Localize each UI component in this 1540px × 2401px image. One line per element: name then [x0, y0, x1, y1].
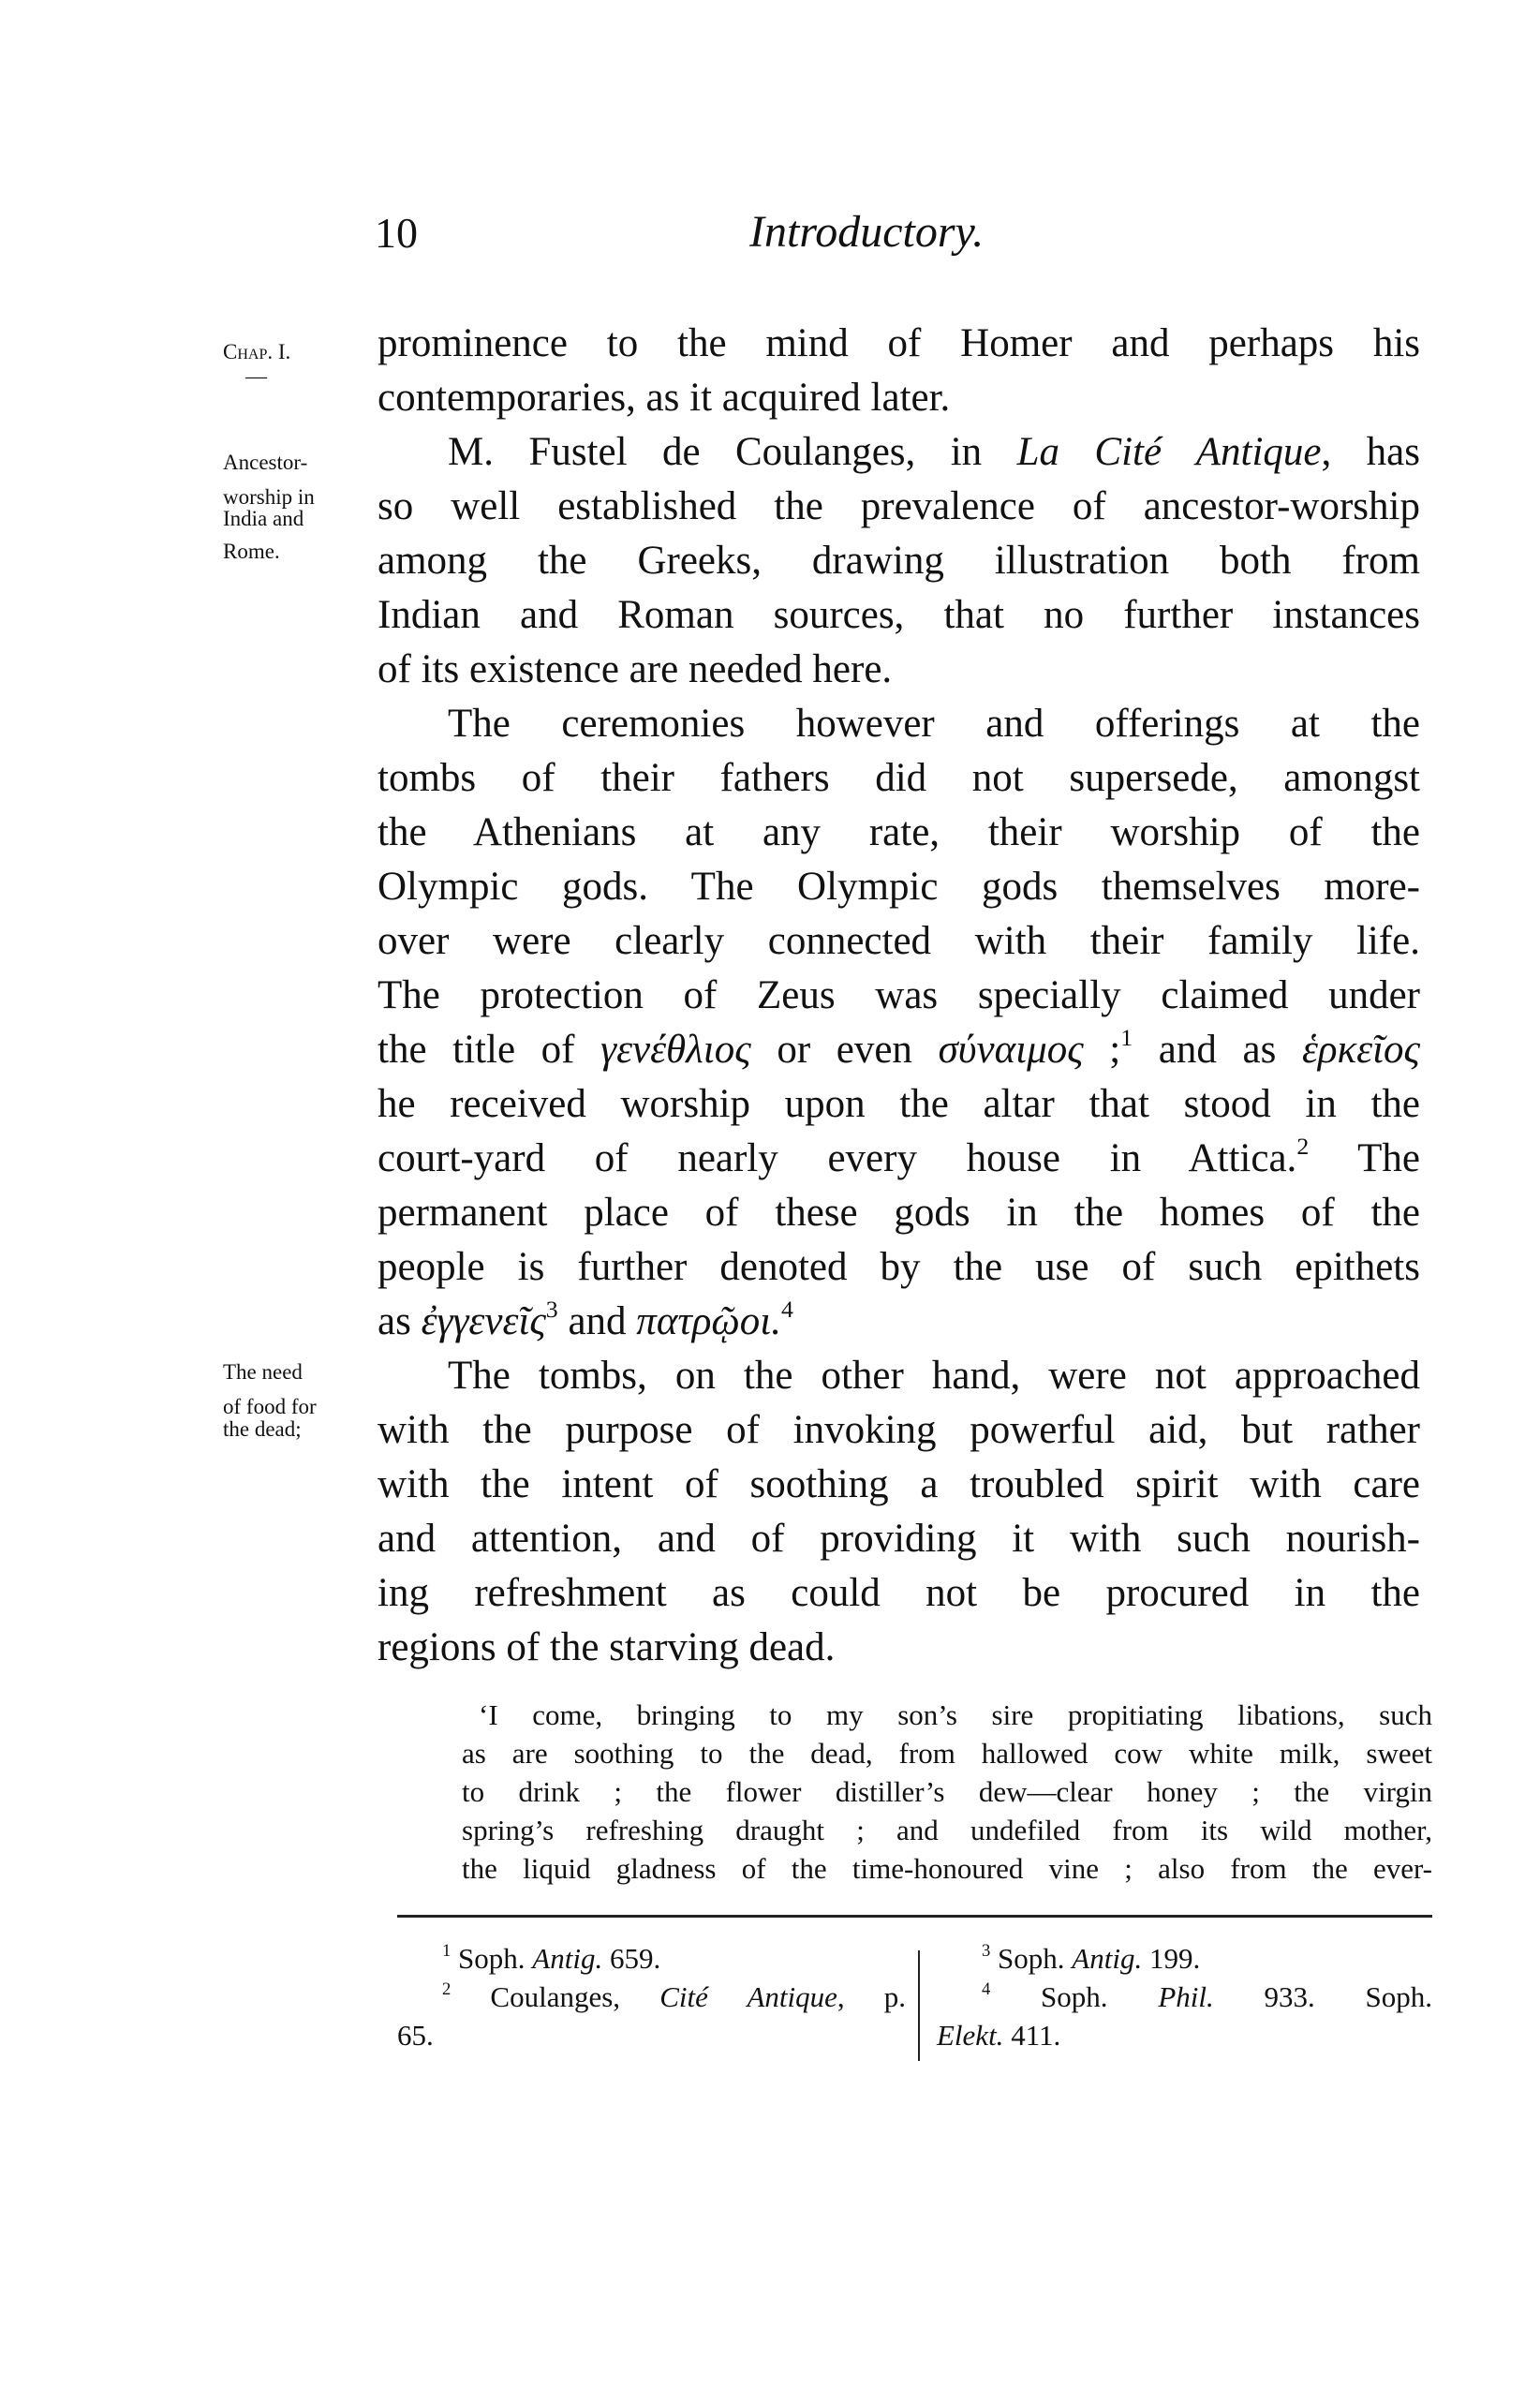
- text-line: [937, 1939, 1432, 1978]
- text-run: 933. Soph.: [1213, 1980, 1432, 2013]
- text-line: [378, 1403, 1420, 1458]
- text-run: so well established the prevalence of ancestor-worship: [378, 484, 1420, 528]
- text-line: [378, 751, 1420, 806]
- text-run: 65.: [397, 2019, 434, 2052]
- text-run: among the Greeks, drawing illustration both from: [378, 539, 1420, 583]
- footnote-ref: 3: [545, 1295, 558, 1323]
- margin-note-line: worship in: [223, 485, 315, 509]
- italic-text: Elekt.: [937, 2019, 1004, 2052]
- margin-note-line: The need: [223, 1360, 303, 1384]
- text-run: , has: [1321, 430, 1420, 474]
- text-line: [937, 1978, 1432, 2016]
- text-line: [937, 2016, 1432, 2054]
- italic-text: πατρῷοι.: [636, 1299, 781, 1343]
- text-run: The tombs, on the other hand, were not approached: [448, 1354, 1420, 1398]
- running-title: Introductory.: [749, 207, 985, 257]
- italic-text: Cité Antique: [659, 1980, 837, 2013]
- italic-text: Phil.: [1158, 1980, 1214, 2013]
- body-text: [378, 317, 1420, 1675]
- footnotes-right-column: [937, 1939, 1432, 2054]
- text-run: permanent place of these gods in the homes of the: [378, 1191, 1420, 1235]
- text-line: [378, 1621, 1420, 1675]
- text-run: contemporaries, as it acquired later.: [378, 376, 951, 420]
- margin-note-line: the dead;: [223, 1417, 302, 1441]
- footnote-ref: 1: [1120, 1023, 1133, 1051]
- margin-note-line: Ancestor-: [223, 451, 308, 474]
- italic-text: γενέθλιος: [600, 1028, 751, 1072]
- text-line: [378, 914, 1420, 969]
- text-line: [378, 480, 1420, 534]
- text-run: , p.: [837, 1980, 907, 2013]
- text-line: [462, 1734, 1432, 1772]
- italic-text: La Cité Antique: [1016, 430, 1322, 474]
- italic-text: Antig.: [1072, 1942, 1143, 1975]
- text-line: [462, 1811, 1432, 1849]
- text-run: of its existence are needed here.: [378, 647, 893, 691]
- italic-text: ἐγγενεῖς: [421, 1299, 546, 1343]
- text-line: [378, 425, 1420, 480]
- text-run: as: [378, 1299, 422, 1343]
- footnote-ref: 4: [780, 1295, 793, 1323]
- text-run: M. Fustel de Coulanges, in: [448, 430, 1017, 474]
- text-line: [378, 1023, 1420, 1077]
- text-run: 199.: [1142, 1942, 1201, 1975]
- footnote-ref: 1: [442, 1940, 452, 1961]
- text-run: 411.: [1003, 2019, 1061, 2052]
- text-line: [378, 806, 1420, 860]
- text-line: [378, 1186, 1420, 1240]
- text-line: [397, 2016, 906, 2054]
- text-line: [397, 1978, 906, 2016]
- text-line: [378, 1240, 1420, 1295]
- margin-note-line: India and: [223, 507, 304, 530]
- text-line: [462, 1849, 1432, 1888]
- text-run: Soph.: [451, 1942, 533, 1975]
- text-line: [378, 643, 1420, 697]
- text-run: over were clearly connected with their family life.: [378, 919, 1420, 963]
- text-run: spring’s refreshing draught ; and undefiled from its wild mother,: [462, 1814, 1432, 1846]
- margin-chapter-label: Chap. I.: [223, 340, 291, 363]
- block-quote: [462, 1696, 1432, 1888]
- text-line: [378, 1349, 1420, 1403]
- footnote-ref: 4: [982, 1979, 991, 1999]
- text-run: ing refreshment as could not be procured in the: [378, 1571, 1420, 1615]
- text-run: Soph.: [990, 1942, 1073, 1975]
- text-line: [378, 371, 1420, 425]
- text-run: The protection of Zeus was specially claimed under: [378, 973, 1420, 1017]
- text-run: prominence to the mind of Homer and perhaps his: [378, 321, 1420, 365]
- text-run: and as: [1133, 1028, 1302, 1072]
- text-line: [462, 1772, 1432, 1811]
- text-run: The: [1309, 1136, 1421, 1180]
- text-run: Coulanges,: [451, 1980, 660, 2013]
- text-run: Olympic gods. The Olympic gods themselves more-: [378, 865, 1420, 909]
- text-line: [378, 860, 1420, 914]
- text-run: court-yard of nearly every house in Attica.: [378, 1136, 1297, 1180]
- page-number: 10: [375, 209, 418, 257]
- text-run: people is further denoted by the use of such epithets: [378, 1245, 1420, 1289]
- text-run: Indian and Roman sources, that no further instances: [378, 593, 1420, 637]
- text-run: the liquid gladness of the time-honoured vine ; also from the ever-: [462, 1852, 1432, 1885]
- margin-note-line: Rome.: [223, 540, 280, 563]
- text-run: ;: [1083, 1028, 1121, 1072]
- text-run: and: [557, 1299, 637, 1343]
- text-run: to drink ; the flower distiller’s dew—clear honey ; the virgin: [462, 1775, 1432, 1808]
- text-run: regions of the starving dead.: [378, 1625, 836, 1669]
- text-line: [378, 697, 1420, 751]
- text-run: or even: [750, 1028, 939, 1072]
- text-line: [378, 534, 1420, 588]
- text-line: [378, 1566, 1420, 1621]
- text-line: [462, 1696, 1432, 1734]
- text-line: [378, 1132, 1420, 1186]
- footnote-ref: 2: [442, 1979, 452, 1999]
- footnote-ref: 2: [1296, 1132, 1310, 1160]
- margin-chapter-dash: —: [245, 364, 267, 388]
- text-run: he received worship upon the altar that stood in the: [378, 1082, 1420, 1126]
- text-run: with the purpose of invoking powerful aid, but rather: [378, 1408, 1420, 1452]
- text-run: the title of: [378, 1028, 601, 1072]
- footnote-ref: 3: [982, 1940, 991, 1961]
- text-line: [378, 588, 1420, 643]
- footnote-rule: [397, 1915, 1432, 1918]
- text-run: as are soothing to the dead, from hallowed cow white milk, sweet: [462, 1737, 1432, 1770]
- text-run: tombs of their fathers did not supersede, amongst: [378, 756, 1420, 800]
- text-line: [378, 317, 1420, 371]
- footnote-column-divider: [918, 1950, 920, 2061]
- footnotes-left-column: [397, 1939, 906, 2054]
- italic-text: σύναιμος: [938, 1028, 1084, 1072]
- text-run: The ceremonies however and offerings at the: [448, 702, 1420, 746]
- text-line: [378, 969, 1420, 1023]
- text-run: 659.: [602, 1942, 661, 1975]
- text-line: [378, 1512, 1420, 1566]
- text-line: [378, 1077, 1420, 1132]
- margin-note-line: of food for: [223, 1395, 317, 1418]
- italic-text: Antig.: [532, 1942, 603, 1975]
- text-line: [378, 1295, 1420, 1349]
- text-run: and attention, and of providing it with such nourish-: [378, 1517, 1420, 1561]
- text-run: Soph.: [990, 1980, 1159, 2013]
- text-line: [378, 1458, 1420, 1512]
- text-run: with the intent of soothing a troubled spirit with care: [378, 1462, 1420, 1506]
- text-run: the Athenians at any rate, their worship of the: [378, 810, 1420, 854]
- text-run: ‘I come, bringing to my son’s sire propitiating libations, such: [479, 1698, 1432, 1731]
- italic-text: ἑρκεῖος: [1301, 1028, 1420, 1072]
- text-line: [397, 1939, 906, 1978]
